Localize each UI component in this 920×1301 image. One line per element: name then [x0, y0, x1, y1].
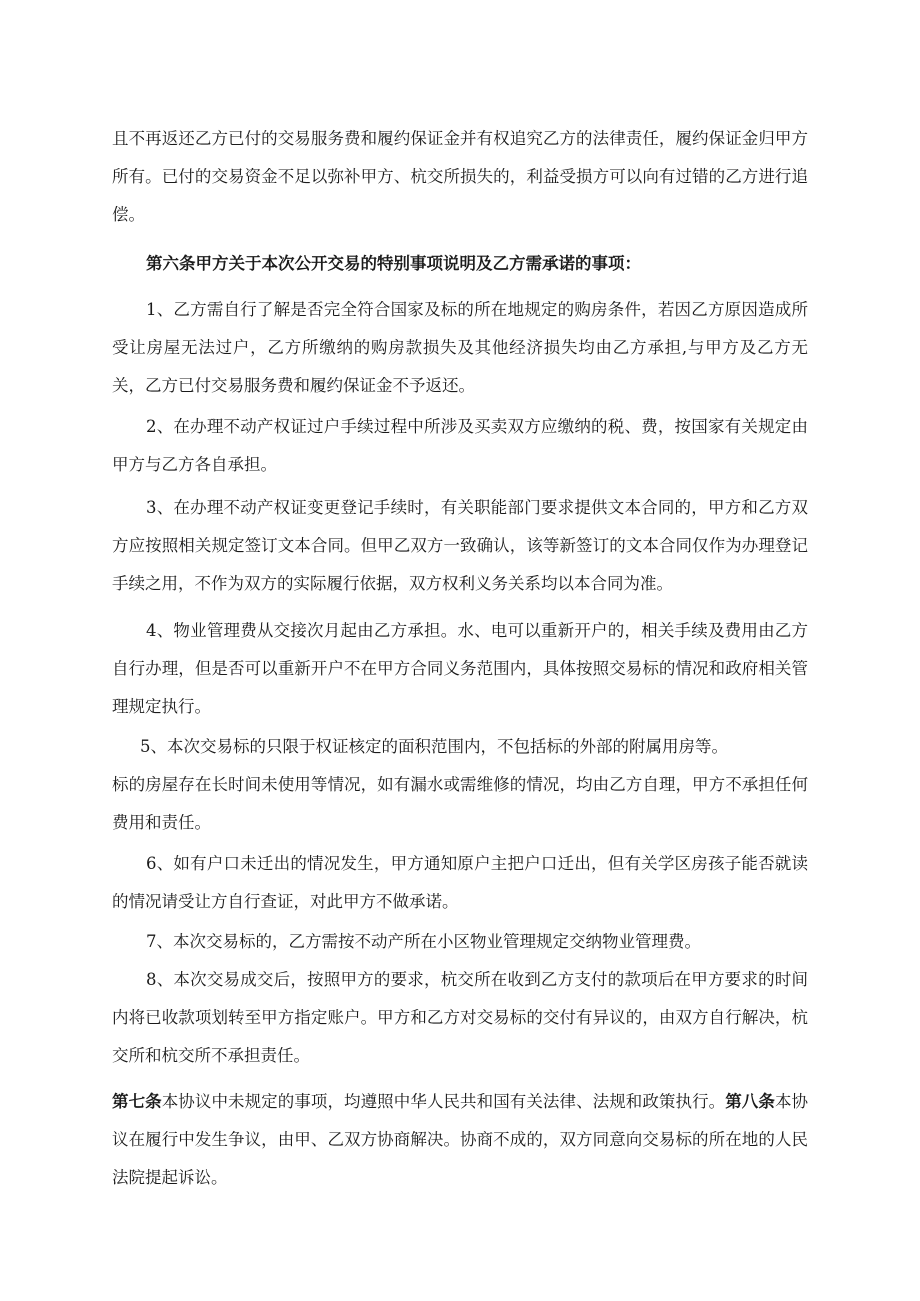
article-7-text: 本协议中未规定的事项，均遵照中华人民共和国有关法律、法规和政策执行。: [161, 1092, 726, 1111]
article-6-item-1: 1、乙方需自行了解是否完全符合国家及标的所在地规定的购房条件，若因乙方原因造成所受让房屋无法过户，乙方所缴纳的购房款损失及其他经济损失均由乙方承担,与甲方及乙方无关，乙方已付交易服务费和履约保证金不予返还。: [112, 300, 808, 395]
article-8-text: 本协议在履行中发生争议，由甲、乙双方协商解决。协商不成的，双方同意向交易标的所在地的人民法院提起诉讼。: [112, 1092, 809, 1187]
article-6-item-6: 6、如有户口未迁出的情况发生，甲方通知原户主把户口迁出，但有关学区房孩子能否就读的情况请受让方自行查证，对此甲方不做承诺。: [112, 854, 808, 911]
article-6-item-4: 4、物业管理费从交接次月起由乙方承担。水、电可以重新开户的，相关手续及费用由乙方自行办理，但是否可以重新开户不在甲方合同义务范围内，具体按照交易标的情况和政府相关管理规定执行。: [112, 621, 808, 716]
article-6-item-8: 8、本次交易成交后，按照甲方的要求，杭交所在收到乙方支付的款项后在甲方要求的时间内将已收款项划转至甲方指定账户。甲方和乙方对交易标的交付有异议的，由双方自行解决，杭交所和杭交所不承担责任。: [112, 970, 808, 1065]
article-6-item-5-rest: 标的房屋存在长时间未使用等情况，如有漏水或需维修的情况，均由乙方自理，甲方不承担任何费用和责任。: [112, 775, 808, 832]
article-7-label: 第七条: [112, 1092, 162, 1111]
article-6-item-2: 2、在办理不动产权证过户手续过程中所涉及买卖双方应缴纳的税、费，按国家有关规定由甲方与乙方各自承担。: [112, 417, 808, 474]
article-6-heading: 第六条甲方关于本次公开交易的特别事项说明及乙方需承诺的事项：: [146, 254, 641, 273]
articles-7-8: [112, 1083, 808, 1197]
article-8-label: 第八条: [725, 1092, 775, 1111]
article-6-item-5-first-line: 5、本次交易标的只限于权证核定的面积范围内，不包括标的外部的附属用房等。: [140, 737, 728, 756]
paragraph-continuation: 且不再返还乙方已付的交易服务费和履约保证金并有权追究乙方的法律责任，履约保证金归甲方所有。已付的交易资金不足以弥补甲方、杭交所损失的，利益受损方可以向有过错的乙方进行追偿。: [112, 129, 808, 224]
article-6-item-3: 3、在办理不动产权证变更登记手续时，有关职能部门要求提供文本合同的，甲方和乙方双方应按照相关规定签订文本合同。但甲乙双方一致确认，该等新签订的文本合同仅作为办理登记手续之用，不作为双方的实际履行依据，双方权利义务关系均以本合同为准。: [112, 498, 808, 593]
article-6-item-7: 7、本次交易标的，乙方需按不动产所在小区物业管理规定交纳物业管理费。: [146, 932, 701, 951]
